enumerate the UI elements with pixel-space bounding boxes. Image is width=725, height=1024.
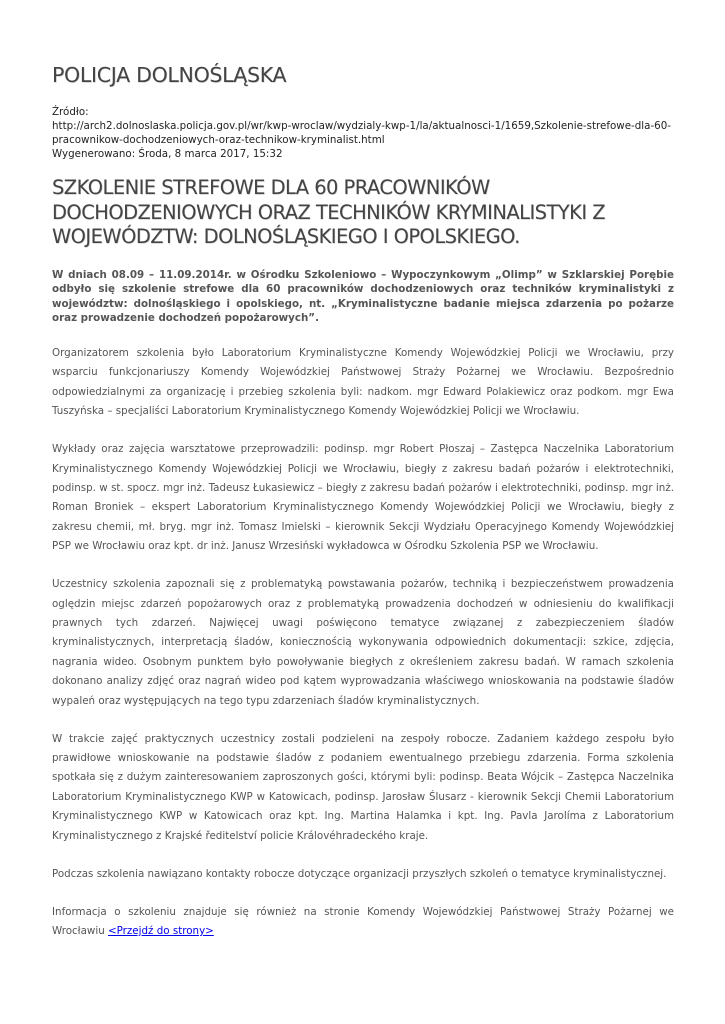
article-paragraph-1: Organizatorem szkolenia było Laboratorium Kryminalistyczne Komendy Wojewódzkiej Policji we Wrocławiu, przy wsparciu funkcjonariuszy Komendy Wojewódzkiej Państwowej Straży Pożarnej we Wrocławiu. Bezpośrednio odpowiedzialnymi za organizację i przebieg szkolenia byli: nadkom. mgr Edward Polakiewicz oraz podkom. mgr Ewa Tuszyńska – specjaliści Laboratorium Kryminalistycznego Komendy Wojewódzkiej Policji we Wrocławiu. [52,346,674,418]
article-lead: W dniach 08.09 – 11.09.2014r. w Ośrodku Szkoleniowo – Wypoczynkowym „Olimp” w Szklarskiej Porębie odbyło się szkolenie strefowe dla 60 pracowników dochodzeniowych oraz techników kryminalistyki z województw: dolnośląskiego i opolskiego, nt. „Kryminalistyczne badanie miejsca zdarzenia po pożarze oraz prowadzenie dochodzeń popożarowych”. [52,268,674,325]
final-paragraph-text: Informacja o szkoleniu znajduje się również na stronie Komendy Wojewódzkiej Państwowej Straży Pożarnej we Wrocławiu [52,905,674,937]
go-to-page-link[interactable]: <Przejdź do strony> [108,925,214,937]
source-block [52,105,674,161]
site-title: POLICJA DOLNOŚLĄSKA [52,63,287,87]
source-url: http://arch2.dolnoslaska.policja.gov.pl/wr/kwp-wroclaw/wydzialy-kwp-1/la/aktualnosci-1/1659,Szkolenie-strefowe-dla-60-pracownikow-dochodzeniowych-oraz-technikow-kryminalist.html [52,120,671,146]
document-page [52,62,674,941]
article-paragraph-3: Uczestnicy szkolenia zapoznali się z problematyką powstawania pożarów, techniką i bezpieczeństwem prowadzenia oględzin miejsc zdarzeń popożarowych oraz z problematyką prowadzenia dochodzeń w odniesieniu do kwalifikacji prawnych tych zdarzeń. Najwięcej uwagi poświęcono tematyce związanej z zabezpieczeniem śladów kryminalistycznych, interpretacją śladów, koniecznością wykonywania odpowiednich dokumentacji: szkice, zdjęcia, nagrania wideo. Osobnym punktem było powoływanie biegłych z określeniem zakresu badań. W ramach szkolenia dokonano analizy zdjęć oraz nagrań wideo pod kątem wyprowadzania właściwego wnioskowania na podstawie śladów wypaleń oraz występujących na tego typu zdarzeniach śladów kryminalistycznych. [52,578,674,707]
article-title: SZKOLENIE STREFOWE DLA 60 PRACOWNIKÓW DOCHODZENIOWYCH ORAZ TECHNIKÓW KRYMINALISTYKI Z WOJEWÓDZTW: DOLNOŚLĄSKIEGO I OPOLSKIEGO. [52,176,606,248]
article-final-paragraph [52,903,674,942]
article-paragraph-4: W trakcie zajęć praktycznych uczestnicy zostali podzieleni na zespoły robocze. Zadaniem każdego zespołu było prawidłowe wnioskowanie na podstawie śladów z podaniem ewentualnego przebiegu zdarzenia. Forma szkolenia spotkała się z dużym zainteresowaniem zaproszonych gości, którymi byli: podinsp. Beata Wójcik – Zastępca Naczelnika Laboratorium Kryminalistycznego KWP w Katowicach, podinsp. Jarosław Ślusarz - kierownik Sekcji Chemii Laboratorium Kryminalistycznego KWP w Katowicach oraz kpt. Ing. Martina Halamka i kpt. Ing. Pavla Jarolíma z Laboratorium Kryminalistycznego z Krajské ředitelství policie Královéhradeckého kraje. [52,732,674,842]
article-paragraph-2: Wykłady oraz zajęcia warsztatowe przeprowadzili: podinsp. mgr Robert Płoszaj – Zastępca Naczelnika Laboratorium Kryminalistycznego Komendy Wojewódzkiej Policji we Wrocławiu, biegły z zakresu badań pożarów i elektrotechniki, podinsp. w st. spocz. mgr inż. Tadeusz Łukasiewicz – biegły z zakresu badań pożarów i elektrotechniki, podinsp. mgr inż. Roman Broniek – ekspert Laboratorium Kryminalistycznego Komendy Wojewódzkiej Policji we Wrocławiu, biegły z zakresu chemii, mł. bryg. mgr inż. Tomasz Imielski – kierownik Sekcji Wydziału Operacyjnego Komendy Wojewódzkiej PSP we Wrocławiu oraz kpt. dr inż. Janusz Wrzesiński wykładowca w Ośrodku Szkolenia PSP we Wrocławiu. [52,443,674,553]
article-paragraph-5: Podczas szkolenia nawiązano kontakty robocze dotyczące organizacji przyszłych szkoleń o tematyce kryminalistycznej. [52,867,667,880]
source-label: Źródło: [52,106,89,118]
generated-date: Wygenerowano: Środa, 8 marca 2017, 15:32 [52,148,283,160]
